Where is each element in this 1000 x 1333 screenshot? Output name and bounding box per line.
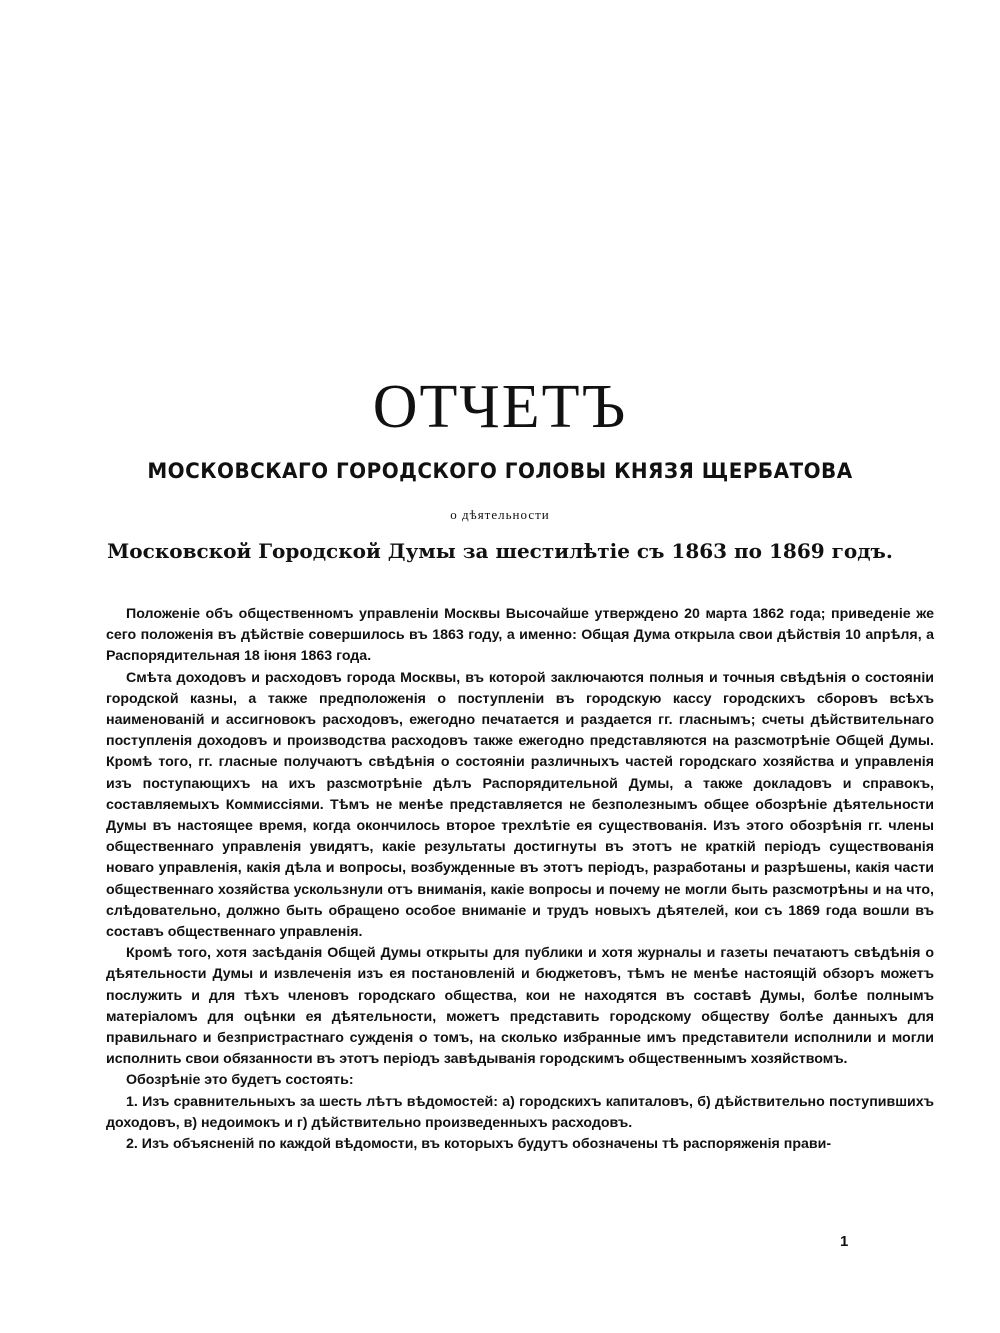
document-heading: Московской Городской Думы за шестилѣтіе съ 1863 по 1869 годъ. (107, 539, 893, 563)
paragraph: Смѣта доходовъ и расходовъ города Москвы, въ которой заключаются полныя и точныя свѣдѣнія о состояніи городской казны, а также предположенія о поступленіи въ городскую кассу городскихъ сборовъ всѣхъ наименованій и ассигновокъ расходовъ, ежегодно печатается и раздается гг. гласнымъ; счеты дѣйствительнаго поступленія доходовъ и производства расходовъ также ежегодно представляются на разсмотрѣніе Общей Думы. Кромѣ того, гг. гласные получаютъ свѣдѣнія о состояніи различныхъ частей городскаго хозяйства и управленія изъ поступающихъ на ихъ разсмотрѣніе дѣлъ Распорядительной Думы, а также докладовъ и справокъ, составляемыхъ Коммиссіями. Тѣмъ не менѣе представляется не безполезнымъ общее обозрѣніе дѣятельности Думы въ настоящее время, когда окончилось второе трехлѣтіе ея существованія. Изъ этого обозрѣнія гг. члены общественнаго управленія увидятъ, какіе результаты достигнуты въ этотъ не краткій періодъ существованія новаго управленія, какія дѣла и вопросы, возбужденные въ этотъ періодъ, разработаны и разрѣшены, какія части общественнаго хозяйства ускользнули отъ вниманія, какіе вопросы и почему не могли быть разсмотрѣны и на что, слѣдовательно, должно быть обращено особое вниманіе и трудъ новыхъ дѣятелей, кои съ 1869 года вошли въ составъ общественнаго управленія. (106, 669, 934, 941)
paragraph: Обозрѣніе это будетъ состоять: (126, 1072, 354, 1089)
list-item: 1. Изъ сравнительныхъ за шесть лѣтъ вѣдомостей: а) городскихъ капиталовъ, б) дѣйствительно поступившихъ доходовъ, в) недоимокъ и г) дѣйствительно произведенныхъ расходовъ. (106, 1093, 934, 1131)
list-item: 2. Изъ объясненій по каждой вѣдомости, въ которыхъ будутъ обозначены тѣ распоряженія прави- (126, 1136, 832, 1153)
document-about-line: о дѣятельности (450, 507, 550, 522)
page-number: 1 (840, 1233, 849, 1250)
paragraph: Положеніе объ общественномъ управленіи Москвы Высочайше утверждено 20 марта 1862 года; приведеніе же сего положенія въ дѣйствіе совершилось въ 1863 году, а именно: Общая Дума открыла свои дѣйствія 10 апрѣля, а Распорядительная 18 іюня 1863 года. (106, 606, 934, 665)
paragraph: Кромѣ того, хотя засѣданія Общей Думы открыты для публики и хотя журналы и газеты печатаютъ свѣдѣнія о дѣятельности Думы и извлеченія изъ ея постановленій и бюджетовъ, тѣмъ не менѣе настоящій обзоръ можетъ послужить и для тѣхъ членовъ городскаго общества, кои не находятся въ составѣ Думы, болѣе полнымъ матеріаломъ для оцѣнки ея дѣятельности, можетъ представить городскому обществу болѣе данныхъ для правильнаго и безпристрастнаго сужденія о томъ, на сколько избранные имъ представители исполнили и могли исполнить свои обязанности въ этотъ періодъ завѣдыванія городскимъ общественнымъ хозяйствомъ. (106, 945, 934, 1068)
document-title: ОТЧЕТЪ (372, 373, 628, 441)
document-subtitle: МОСКОВСКАГО ГОРОДСКОГО ГОЛОВЫ КНЯЗЯ ЩЕРБАТОВА (147, 459, 853, 483)
document-body (106, 604, 934, 1155)
